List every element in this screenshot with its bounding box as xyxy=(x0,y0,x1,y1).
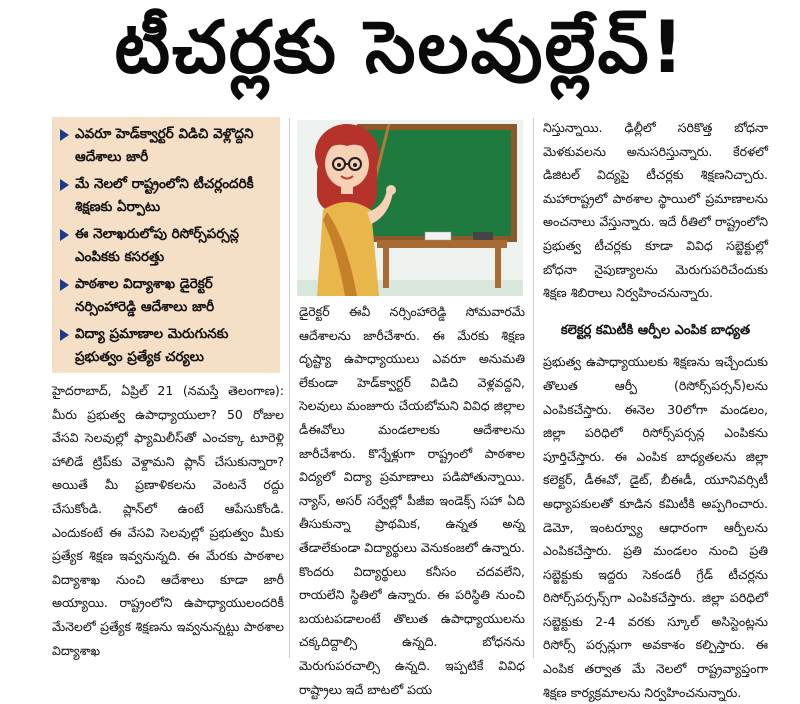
highlight-item xyxy=(58,273,274,319)
column-divider xyxy=(533,118,534,658)
article-column-left xyxy=(52,379,284,662)
article-paragraph: నిస్తున్నాయి. ఢిల్లీలో సరికొత్త బోధనా మెళకువలను అనుసరిస్తున్నారు. కేరళలో డిజిటల్‌ విద్యపై టీచర్లకు శిక్షణనిచ్చారు. మహారాష్ట్రలో పాఠశాల స్థాయిలో ప్రమాణాలను అంచనాలు వేస్తున్నారు. ఇదే రీతిలో రాష్ట్రంలోని ప్రభుత్వ టీచర్లకు కూడా వివిధ సబ్జెక్టుల్లో బోధనా నైపుణ్యాలను మెరుగుపరిచేందుకు శిక్షణ శిబిరాలు నిర్వహించనున్నారు. xyxy=(543,120,768,301)
article-subheading: కలెక్టర్ల కమిటీకి ఆర్పీల ఎంపిక బాధ్యత xyxy=(560,322,751,338)
triangle-bullet-icon xyxy=(60,279,69,291)
headline: టీచర్లకు సెలవుల్లేవ్‌! xyxy=(114,5,686,89)
highlight-item xyxy=(58,123,274,169)
article-column-middle xyxy=(299,300,525,701)
triangle-bullet-icon xyxy=(60,329,69,341)
article-paragraph: డైరెక్టర్‌ ఈవీ నర్సింహారెడ్డి సోమవారమే ఆదేశాలను జారీచేశారు. ఈ మేరకు శిక్షణ దృష్ట్యా ఉపాధ్యాయులు ఎవరూ అనుమతి లేకుండా హెడ్‌క్వార్టర్‌ విడిచి వెళ్లవద్దని, సెలవులు మంజూరు చేయబోమని వివిధ జిల్లాల డీఈవోలు మండలాలకు ఆదేశాలను జారీచేశారు. కొన్నేళ్లుగా రాష్ట్రంలో పాఠశాల విద్యలో విద్యా ప్రమాణాలు పడిపోతున్నాయి. న్యాస్‌, అసర్‌ సర్వేల్లో పీజీఐ ఇండెక్స్‌ సహా ఏది తీసుకున్నా ప్రాథమిక, ఉన్నత అన్న తేడాలేకుండా విద్యార్థులు వెనుకంజలో ఉన్నారు. కొందరు విద్యార్థులు కనీసం చదవలేని, రాయలేని స్థితిలో ఉన్నారు. ఈ పరిస్థితి నుంచి బయటపడాలంటే తొలుత ఉపాధ్యాయులను చక్కదిద్దాల్సి ఉన్నది. బోధనను మెరుగుపరచాల్సి ఉన్నది. ఇప్పటికే వివిధ రాష్ట్రాలు ఇదే బాటలో పయ xyxy=(299,304,525,697)
teacher-illustration xyxy=(297,120,523,296)
column-divider xyxy=(289,118,290,658)
article-paragraph: ప్రభుత్వ ఉపాధ్యాయులకు శిక్షణను ఇచ్చేందుకు తొలుత ఆర్పీ (రిసోర్స్‌పర్సన్‌)లను ఎంపికచేస్తారు. ఈనెల 30లోగా మండలం, జిల్లా పరిధిలో రిసోర్స్‌పర్సన్ల ఎంపికను పూర్తిచేస్తారు. ఈ ఎంపిక బాధ్యతలను జిల్లా కలెక్టర్‌, డీఈవో, డైట్‌, బీఈడీ, యూనివర్సిటీ అధ్యాపకులతో కూడిన కమిటీకి అప్పగించారు. డెమో, ఇంటర్వ్యూ ఆధారంగా ఆర్పీలను ఎంపికచేస్తారు. ప్రతి మండలం నుంచి ప్రతి సబ్జెక్టుకు ఇద్దరు సెకండరీ గ్రేడ్‌ టీచర్లను రిసోర్స్‌పర్సన్స్‌గా ఎంపికచేస్తారు. జిల్లా పరిధిలో సబ్జెక్టుకు 2-4 వరకు స్కూల్‌ అసిస్టెంట్లను రిసోర్స్‌ పర్సన్లుగా అవకాశం కల్పిస్తారు. ఈ ఎంపిక తర్వాత మే నెలలో రాష్ట్రవ్యాప్తంగా శిక్షణ కార్యక్రమాలను నిర్వహించనున్నారు. xyxy=(543,354,768,700)
highlight-text: మే నెలలో రాష్ట్రంలోని టీచర్లందరికీ శిక్షణకు ఏర్పాటు xyxy=(75,176,254,215)
highlights-box xyxy=(52,117,280,373)
highlight-text: విద్యా ప్రమాణాల మెరుగునకు ప్రభుత్వం ప్రత్యేక చర్యలు xyxy=(75,326,229,365)
triangle-bullet-icon xyxy=(60,129,69,141)
highlight-text: ఎవరూ హెడ్‌క్వార్టర్‌ విడిచి వెళ్లొద్దని ఆదేశాలు జారీ xyxy=(75,126,254,165)
highlight-text: పాఠశాల విద్యాశాఖ డైరెక్టర్‌ నర్సింహారెడ్డి ఆదేశాలు జారీ xyxy=(75,276,215,315)
chalkboard xyxy=(363,130,511,236)
article-column-right xyxy=(543,116,768,704)
triangle-bullet-icon xyxy=(60,179,69,191)
highlight-item xyxy=(58,323,274,369)
triangle-bullet-icon xyxy=(60,229,69,241)
highlight-text: ఈ నెలాఖరులోపు రిసోర్స్‌పర్సన్ల ఎంపికకు కసరత్తు xyxy=(75,226,239,265)
highlight-item xyxy=(58,223,274,269)
article-paragraph: హైదరాబాద్‌, ఏప్రిల్‌ 21 (నమస్తే తెలంగాణ): మీరు ప్రభుత్వ ఉపాధ్యాయులా? 50 రోజుల వేసవి సెలవుల్లో ఫ్యామిలీస్‌తో ఎంచక్కా టూరెళ్లి హాలిడే ట్రిప్‌కు వెళ్దామని ప్లాన్‌ చేసుకున్నారా? అయితే మీ ప్రణాళికలను వెంటనే రద్దు చేసుకోండి. ప్లాన్‌లో ఉంటే ఆపేసుకోండి. ఎందుకంటే ఈ వేసవి సెలవుల్లో ప్రభుత్వం మీకు ప్రత్యేక శిక్షణ ఇవ్వనున్నది. ఈ మేరకు పాఠశాల విద్యాశాఖ నుంచి ఆదేశాలు కూడా జారీ అయ్యాయి. రాష్ట్రంలోని ఉపాధ్యాయులందరికీ మేనెలలో ప్రత్యేక శిక్షణను ఇవ్వనున్నట్టు పాఠశాల విద్యాశాఖ xyxy=(52,383,284,658)
highlight-item xyxy=(58,173,274,219)
